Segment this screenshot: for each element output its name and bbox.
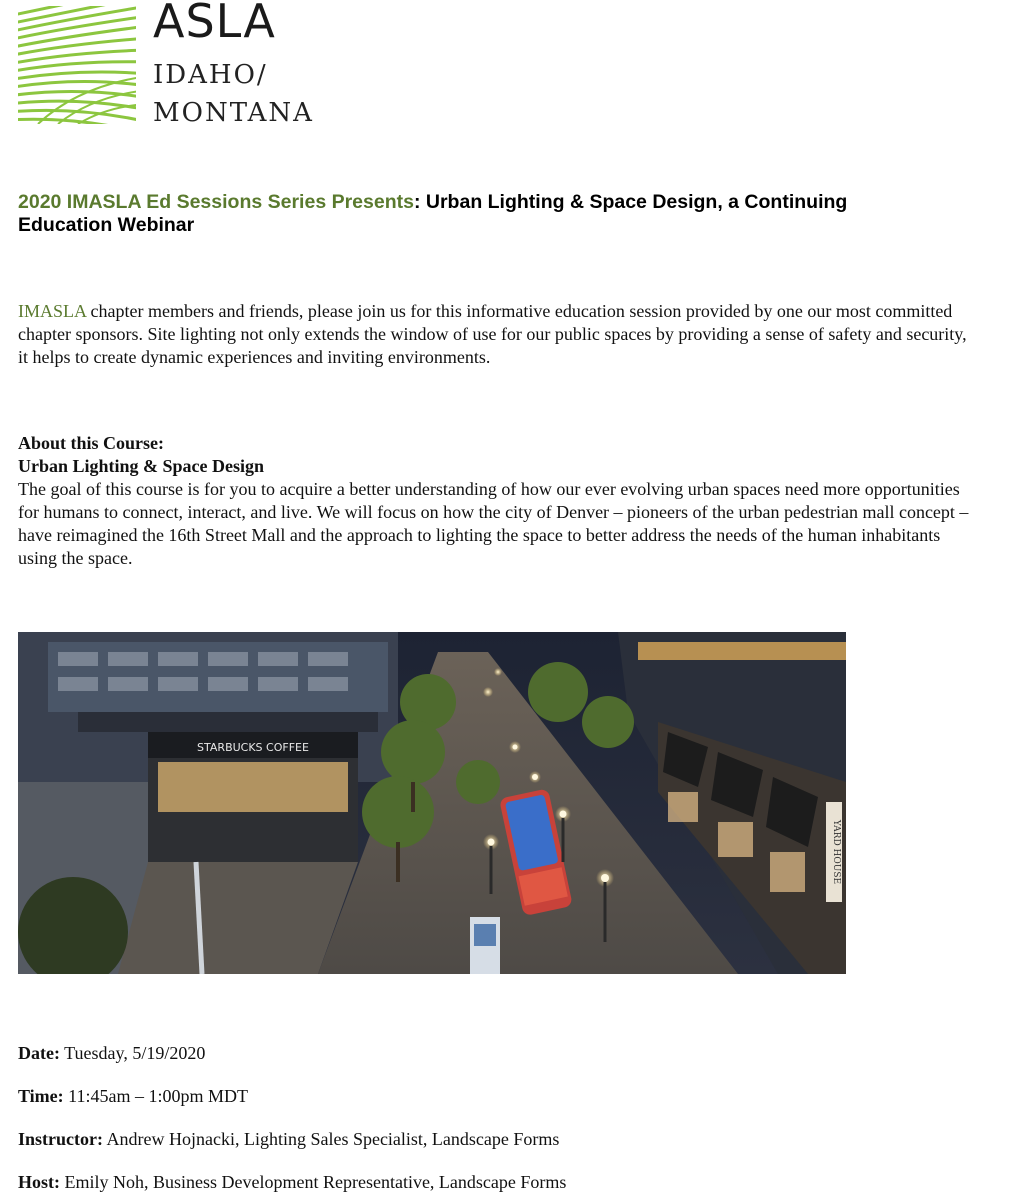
host-label: Host: — [18, 1172, 60, 1192]
street-mall-photo — [18, 632, 846, 974]
series-title: 2020 IMASLA Ed Sessions Series Presents — [18, 191, 414, 213]
logo-asla-text: ASLA — [153, 0, 276, 48]
intro-paragraph — [18, 300, 978, 369]
intro-text: chapter members and friends, please join us for this informative education session provided by one our most committed chapter sponsors. Site lighting not only extends the window of use for our public spaces by providing a sense of safety and security, it helps to create dynamic experiences and inviting environments. — [18, 301, 967, 367]
time-line — [18, 1085, 248, 1108]
host-line — [18, 1171, 566, 1194]
course-heading: About this Course: — [18, 433, 165, 453]
yard-house-sign: YARD HOUSE — [831, 819, 841, 885]
date-label: Date: — [18, 1043, 60, 1063]
webinar-title: Urban Lighting & Space Design, a Continuing Education Webinar — [18, 191, 848, 236]
chapter-name: IMASLA — [18, 301, 87, 321]
headline-colon: : — [413, 191, 421, 213]
instructor-value: Andrew Hojnacki, Lighting Sales Specialist, Landscape Forms — [102, 1129, 560, 1149]
instructor-line — [18, 1128, 559, 1151]
instructor-label: Instructor: — [18, 1129, 103, 1149]
course-title: Urban Lighting & Space Design — [18, 456, 265, 476]
time-label: Time: — [18, 1086, 64, 1106]
course-section — [18, 432, 978, 570]
date-line — [18, 1042, 205, 1065]
page-headline — [18, 191, 898, 237]
host-value: Emily Noh, Business Development Representative, Landscape Forms — [60, 1172, 567, 1192]
asla-logo — [18, 0, 338, 128]
starbucks-sign: STARBUCKS COFFEE — [197, 741, 309, 754]
date-value: Tuesday, 5/19/2020 — [59, 1043, 206, 1063]
time-value: 11:45am – 1:00pm MDT — [63, 1086, 248, 1106]
logo-idaho-text: IDAHO/ — [153, 60, 268, 90]
landscape-logo-mark — [18, 6, 136, 124]
course-description: The goal of this course is for you to acquire a better understanding of how our ever evolving urban spaces need more opportunities for humans to connect, interact, and live. We will focus on how the city of Denver – pioneers of the urban pedestrian mall concept – have reimagined the 16th Street Mall and the approach to lighting the space to better address the needs of the human inhabitants using the space. — [18, 479, 969, 568]
logo-montana-text: MONTANA — [153, 98, 314, 128]
